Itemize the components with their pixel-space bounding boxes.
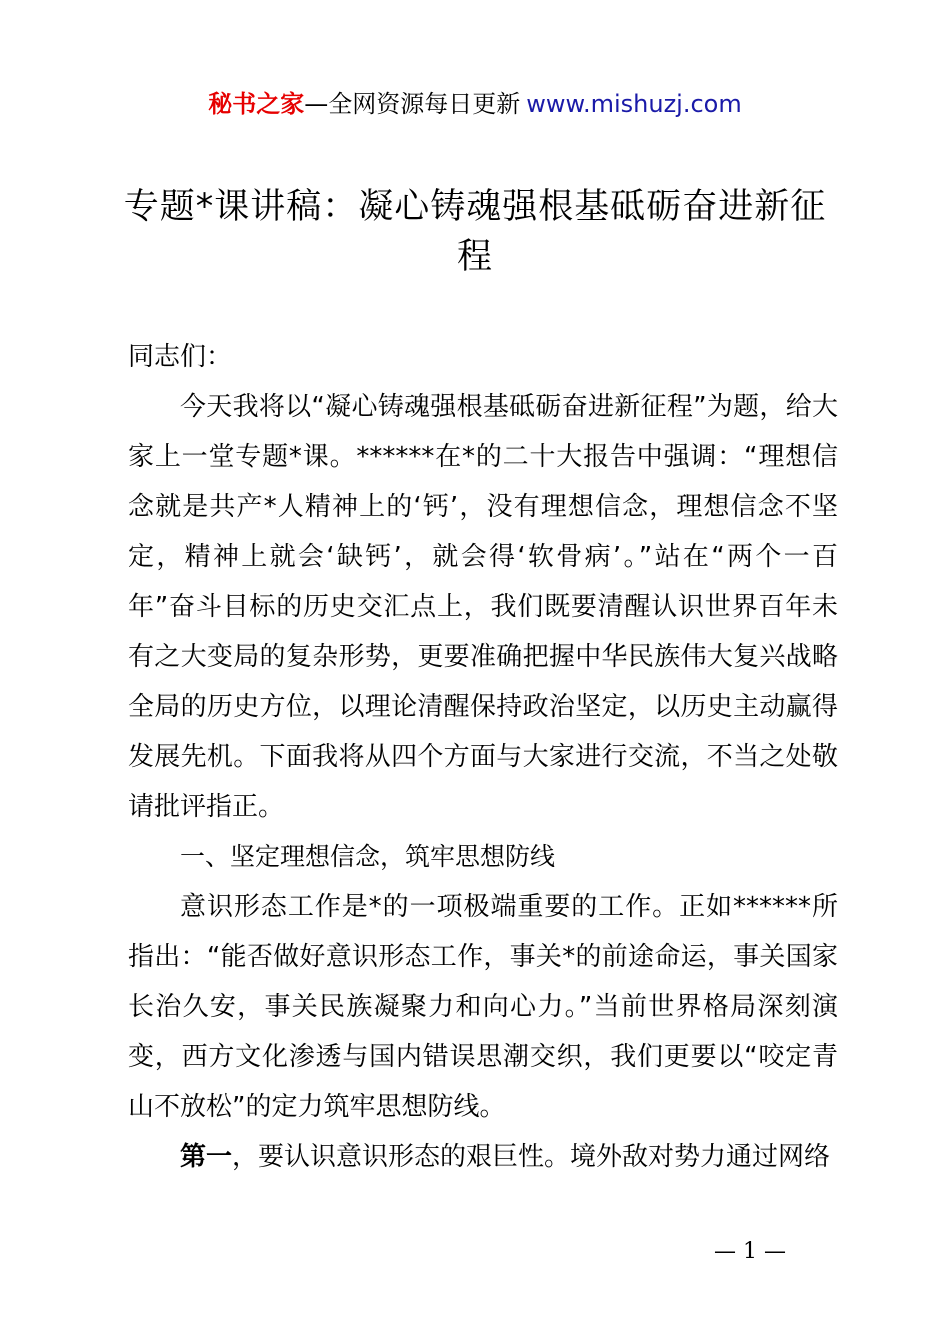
header-tagline: —全网资源每日更新 bbox=[304, 90, 521, 118]
brand-name: 秘书之家 bbox=[208, 90, 305, 118]
site-url-link[interactable]: www.mishuzj.com bbox=[526, 90, 742, 118]
point-text: ，要认识意识形态的艰巨性。境外敌对势力通过网络 bbox=[232, 1142, 831, 1172]
paragraph-ideology: 意识形态工作是*的一项极端重要的工作。正如******所指出：“能否做好意识形态工作，事关*的前途命运，事关国家长治久安，事关民族凝聚力和向心力。”当前世界格局深刻演变，西方文化渗透与国内错误思潮交织，我们更要以“咬定青山不放松”的定力筑牢思想防线。 bbox=[128, 892, 838, 1122]
point-lead: 第一 bbox=[180, 1142, 233, 1172]
site-header bbox=[0, 86, 950, 122]
section-heading: 一、坚定理想信念，筑牢思想防线 bbox=[180, 842, 556, 871]
paragraph-first-point bbox=[128, 1132, 838, 1182]
salutation: 同志们： bbox=[128, 342, 233, 372]
paragraph-intro: 今天我将以“凝心铸魂强根基砥砺奋进新征程”为题，给大家上一堂专题*课。******在*的二十大报告中强调：“理想信念就是共产*人精神上的‘钙’，没有理想信念，理想信念不坚定，精神上就会‘缺钙’，就会得‘软骨病’。”站在“两个一百年”奋斗目标的历史交汇点上，我们既要清醒认识世界百年未有之大变局的复杂形势，更要准确把握中华民族伟大复兴战略全局的历史方位，以理论清醒保持政治坚定，以历史主动赢得发展先机。下面我将从四个方面与大家进行交流，不当之处敬请批评指正。 bbox=[128, 392, 838, 822]
document-title: 专题*课讲稿：凝心铸魂强根基砥砺奋进新征程 bbox=[123, 187, 827, 277]
page-number: — 1 — bbox=[714, 1239, 786, 1264]
document-body bbox=[128, 332, 838, 1182]
